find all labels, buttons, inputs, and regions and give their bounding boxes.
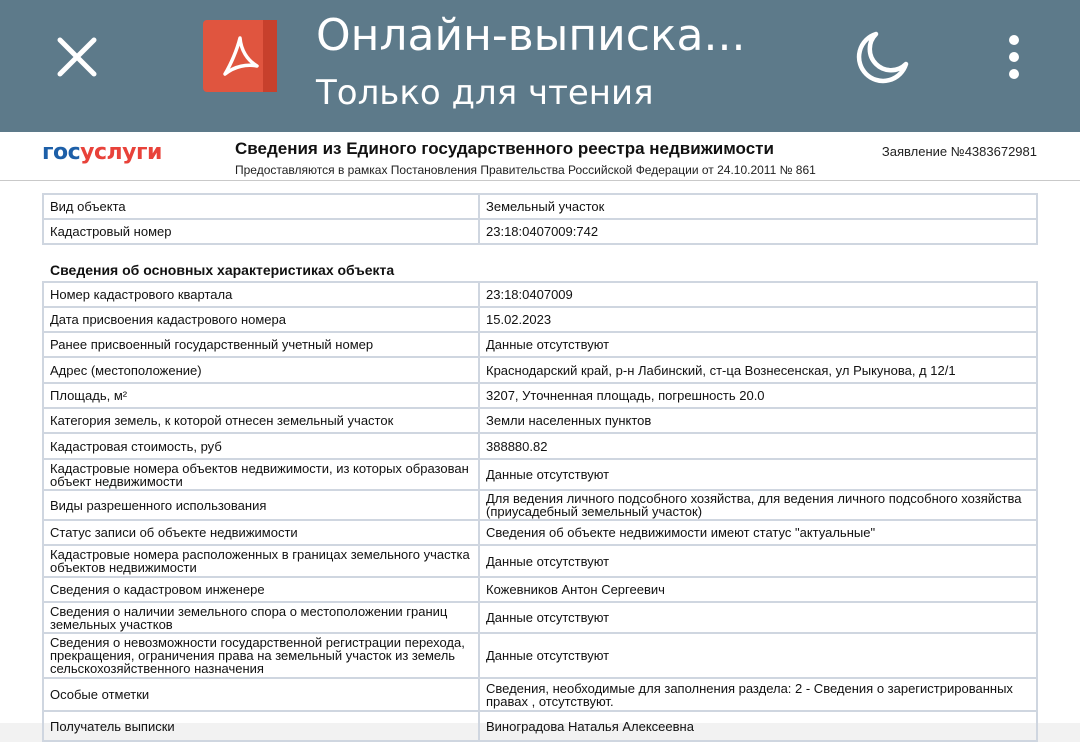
table-row <box>43 282 1037 307</box>
table-row <box>43 307 1037 332</box>
row-value: Данные отсутствуют <box>479 332 1037 357</box>
row-value: Земли населенных пунктов <box>479 408 1037 433</box>
table-row <box>43 602 1037 633</box>
night-mode-button[interactable] <box>852 28 912 88</box>
header-title: Сведения из Единого государственного реестра недвижимости <box>235 139 774 158</box>
table-row <box>43 577 1037 602</box>
close-icon <box>52 32 102 82</box>
row-label: Виды разрешенного использования <box>43 490 479 520</box>
row-label: Кадастровые номера объектов недвижимости, из которых образован объект недвижимости <box>43 459 479 490</box>
table-row <box>43 711 1037 741</box>
row-value: Кожевников Антон Сергеевич <box>479 577 1037 602</box>
row-label: Сведения о невозможности государственной регистрации перехода, прекращения, ограничения права на земельный участок из земель сельскохозяйственного назначения <box>43 633 479 678</box>
gosuslugi-logo: госуслуги <box>42 140 162 165</box>
table-row <box>43 633 1037 678</box>
object-table <box>42 193 1038 245</box>
row-value: Данные отсутствуют <box>479 545 1037 577</box>
document-page <box>0 132 1080 734</box>
row-label: Сведения о кадастровом инженере <box>43 577 479 602</box>
row-value: Данные отсутствуют <box>479 602 1037 633</box>
moon-icon <box>852 28 912 88</box>
table-row <box>43 520 1037 545</box>
row-value: Земельный участок <box>479 194 1037 219</box>
row-label: Вид объекта <box>43 194 479 219</box>
row-label: Дата присвоения кадастрового номера <box>43 307 479 332</box>
row-label: Номер кадастрового квартала <box>43 282 479 307</box>
table-row <box>43 545 1037 577</box>
row-value: 3207, Уточненная площадь, погрешность 20.0 <box>479 383 1037 408</box>
row-value: Данные отсутствуют <box>479 459 1037 490</box>
app-toolbar <box>0 0 1080 132</box>
header-subtitle: Предоставляются в рамках Постановления Правительства Российской Федерации от 24.10.2011 № 861 <box>235 163 816 177</box>
read-only-label: Только для чтения <box>316 73 654 113</box>
table-row <box>43 219 1037 244</box>
table-row <box>43 194 1037 219</box>
table-row <box>43 383 1037 408</box>
row-label: Кадастровый номер <box>43 219 479 244</box>
row-value: 388880.82 <box>479 433 1037 459</box>
application-number: Заявление №4383672981 <box>881 144 1037 159</box>
row-label: Адрес (местоположение) <box>43 357 479 383</box>
row-label: Кадастровая стоимость, руб <box>43 433 479 459</box>
row-label: Статус записи об объекте недвижимости <box>43 520 479 545</box>
row-value: Виноградова Наталья Алексеевна <box>479 711 1037 741</box>
row-label: Получатель выписки <box>43 711 479 741</box>
row-value: Данные отсутствуют <box>479 633 1037 678</box>
more-vert-icon <box>998 30 1030 86</box>
row-value: Краснодарский край, р-н Лабинский, ст-ца Вознесенская, ул Рыкунова, д 12/1 <box>479 357 1037 383</box>
table-row <box>43 408 1037 433</box>
title-block <box>316 6 826 116</box>
row-value: Сведения, необходимые для заполнения раздела: 2 - Сведения о зарегистрированных правах , отсутствуют. <box>479 678 1037 711</box>
table-row <box>43 459 1037 490</box>
row-label: Кадастровые номера расположенных в границах земельного участка объектов недвижимости <box>43 545 479 577</box>
row-label: Площадь, м² <box>43 383 479 408</box>
document-header <box>0 132 1080 181</box>
characteristics-table <box>42 281 1038 742</box>
table-row <box>43 332 1037 357</box>
row-label: Особые отметки <box>43 678 479 711</box>
row-value: Сведения об объекте недвижимости имеют статус "актуальные" <box>479 520 1037 545</box>
table-row <box>43 678 1037 711</box>
document-title: Онлайн-выписка... <box>316 10 746 61</box>
more-options-button[interactable] <box>998 30 1030 86</box>
row-label: Категория земель, к которой отнесен земельный участок <box>43 408 479 433</box>
row-value: 23:18:0407009 <box>479 282 1037 307</box>
table-row <box>43 357 1037 383</box>
row-label: Ранее присвоенный государственный учетный номер <box>43 332 479 357</box>
row-value: Для ведения личного подсобного хозяйства, для ведения личного подсобного хозяйства (приусадебный земельный участок) <box>479 490 1037 520</box>
row-value: 23:18:0407009:742 <box>479 219 1037 244</box>
table-row <box>43 433 1037 459</box>
table-row <box>43 490 1037 520</box>
close-button[interactable] <box>52 32 102 82</box>
section-title: Сведения об основных характеристиках объекта <box>50 262 395 278</box>
row-value: 15.02.2023 <box>479 307 1037 332</box>
row-label: Сведения о наличии земельного спора о местоположении границ земельных участков <box>43 602 479 633</box>
pdf-icon <box>203 20 277 92</box>
